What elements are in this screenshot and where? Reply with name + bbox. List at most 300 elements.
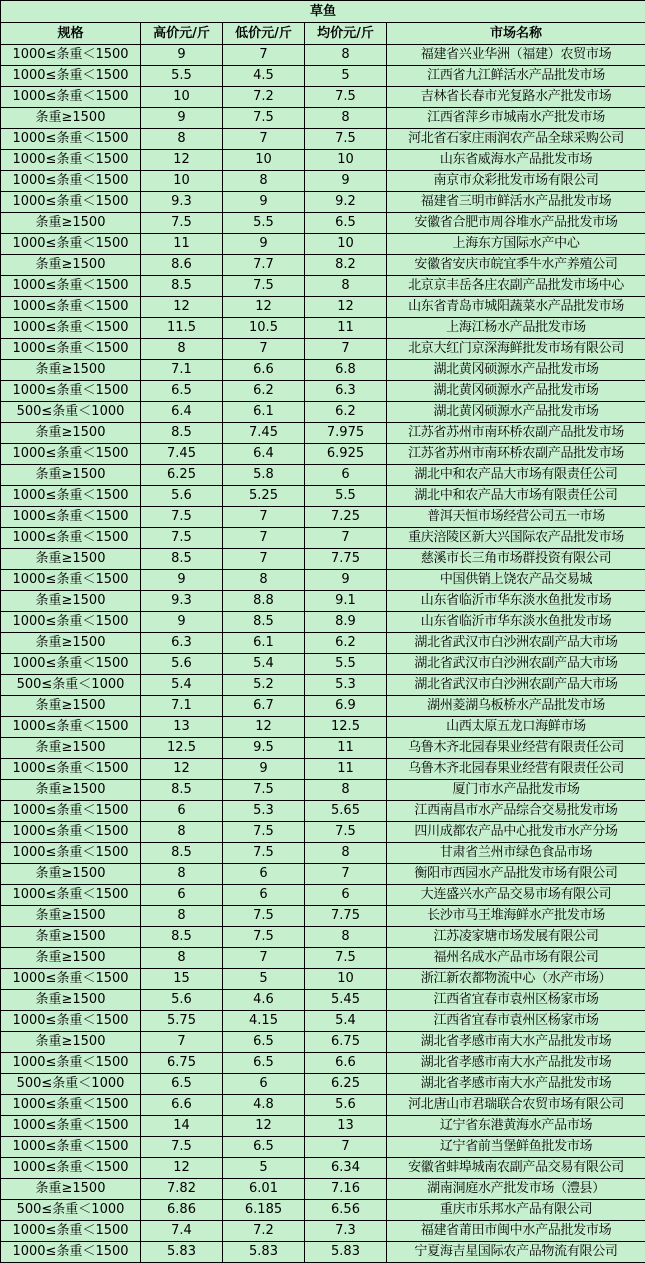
market-cell: 长沙市马王堆海鲜水产批发市场	[387, 906, 645, 927]
avg-price-cell: 6.56	[305, 1200, 387, 1221]
avg-price-cell: 5.4	[305, 1011, 387, 1032]
spec-cell: 1000≤条重＜1500	[1, 1221, 141, 1242]
low-price-cell: 7.7	[223, 255, 305, 276]
market-cell: 慈溪市长三角市场群投资有限公司	[387, 549, 645, 570]
market-cell: 福州名成水产品市场有限公司	[387, 948, 645, 969]
market-cell: 乌鲁木齐北园春果业经营有限责任公司	[387, 738, 645, 759]
market-cell: 江西南昌市水产品综合交易批发市场	[387, 801, 645, 822]
high-price-cell: 5.6	[141, 654, 223, 675]
high-price-cell: 5.5	[141, 66, 223, 87]
table-row	[1, 402, 645, 423]
spec-cell: 1000≤条重＜1500	[1, 318, 141, 339]
table-row	[1, 486, 645, 507]
spec-cell: 条重≥1500	[1, 549, 141, 570]
spec-cell: 条重≥1500	[1, 864, 141, 885]
spec-cell: 1000≤条重＜1500	[1, 276, 141, 297]
table-row	[1, 1116, 645, 1137]
avg-price-cell: 7.75	[305, 549, 387, 570]
high-price-cell: 7.5	[141, 1137, 223, 1158]
high-price-cell: 5.6	[141, 486, 223, 507]
table-row	[1, 318, 645, 339]
spec-cell: 1000≤条重＜1500	[1, 1242, 141, 1263]
avg-price-cell: 7	[305, 339, 387, 360]
market-cell: 辽宁省东港黄海水产品市场	[387, 1116, 645, 1137]
low-price-cell: 7	[223, 339, 305, 360]
high-price-cell: 6	[141, 801, 223, 822]
market-cell: 山西太原五龙口海鲜市场	[387, 717, 645, 738]
high-price-cell: 8.5	[141, 423, 223, 444]
spec-cell: 1000≤条重＜1500	[1, 1158, 141, 1179]
table-row	[1, 948, 645, 969]
market-cell: 江苏省苏州市南环桥农副产品批发市场	[387, 444, 645, 465]
avg-price-cell: 11	[305, 738, 387, 759]
high-price-cell: 12	[141, 1158, 223, 1179]
high-price-cell: 8	[141, 339, 223, 360]
spec-cell: 500≤条重＜1000	[1, 1074, 141, 1095]
low-price-cell: 6.4	[223, 444, 305, 465]
market-cell: 普洱天恒市场经营公司五一市场	[387, 507, 645, 528]
high-price-cell: 8	[141, 864, 223, 885]
market-cell: 上海东方国际水产中心	[387, 234, 645, 255]
market-cell: 山东省临沂市华东淡水鱼批发市场	[387, 612, 645, 633]
high-price-cell: 8	[141, 822, 223, 843]
high-price-cell: 5.4	[141, 675, 223, 696]
spec-cell: 条重≥1500	[1, 906, 141, 927]
table-row	[1, 822, 645, 843]
avg-price-cell: 8	[305, 927, 387, 948]
spec-cell: 条重≥1500	[1, 738, 141, 759]
low-price-cell: 7.5	[223, 780, 305, 801]
table-row	[1, 1095, 645, 1116]
avg-price-cell: 5.6	[305, 1095, 387, 1116]
avg-price-cell: 10	[305, 969, 387, 990]
table-row	[1, 927, 645, 948]
avg-price-cell: 8	[305, 108, 387, 129]
spec-cell: 1000≤条重＜1500	[1, 192, 141, 213]
low-price-cell: 10	[223, 150, 305, 171]
low-price-cell: 7.5	[223, 108, 305, 129]
avg-price-cell: 5.65	[305, 801, 387, 822]
table-row	[1, 990, 645, 1011]
spec-cell: 1000≤条重＜1500	[1, 1137, 141, 1158]
low-price-cell: 9	[223, 759, 305, 780]
avg-price-cell: 5.5	[305, 654, 387, 675]
market-cell: 福建省莆田市闽中水产品批发市场	[387, 1221, 645, 1242]
table-row	[1, 1200, 645, 1221]
spec-cell: 1000≤条重＜1500	[1, 717, 141, 738]
spec-cell: 1000≤条重＜1500	[1, 885, 141, 906]
table-row	[1, 192, 645, 213]
market-cell: 福建省兴业华洲（福建）农贸市场	[387, 45, 645, 66]
table-row	[1, 612, 645, 633]
market-cell: 江苏省苏州市南环桥农副产品批发市场	[387, 423, 645, 444]
table-row	[1, 1242, 645, 1263]
market-cell: 湖北黄冈硕源水产品批发市场	[387, 402, 645, 423]
avg-price-cell: 10	[305, 234, 387, 255]
low-price-cell: 10.5	[223, 318, 305, 339]
low-price-cell: 9.5	[223, 738, 305, 759]
spec-cell: 1000≤条重＜1500	[1, 570, 141, 591]
avg-price-cell: 7.5	[305, 129, 387, 150]
high-price-cell: 6.6	[141, 1095, 223, 1116]
spec-cell: 条重≥1500	[1, 423, 141, 444]
high-price-cell: 7.82	[141, 1179, 223, 1200]
low-price-cell: 5.4	[223, 654, 305, 675]
spec-cell: 1000≤条重＜1500	[1, 66, 141, 87]
spec-cell: 1000≤条重＜1500	[1, 1011, 141, 1032]
low-price-cell: 6	[223, 885, 305, 906]
high-price-cell: 5.6	[141, 990, 223, 1011]
table-title: 草鱼	[1, 1, 645, 23]
spec-cell: 1000≤条重＜1500	[1, 381, 141, 402]
spec-cell: 条重≥1500	[1, 633, 141, 654]
market-cell: 宁夏海吉星国际农产品物流有限公司	[387, 1242, 645, 1263]
header-avg-price: 均价元/斤	[305, 23, 387, 45]
high-price-cell: 7.4	[141, 1221, 223, 1242]
spec-cell: 条重≥1500	[1, 360, 141, 381]
avg-price-cell: 8	[305, 780, 387, 801]
market-cell: 安徽省合肥市周谷堆水产品批发市场	[387, 213, 645, 234]
market-cell: 甘肃省兰州市绿色食品市场	[387, 843, 645, 864]
high-price-cell: 8.6	[141, 255, 223, 276]
avg-price-cell: 9.1	[305, 591, 387, 612]
low-price-cell: 6.7	[223, 696, 305, 717]
table-row	[1, 234, 645, 255]
spec-cell: 1000≤条重＜1500	[1, 507, 141, 528]
spec-cell: 1000≤条重＜1500	[1, 1053, 141, 1074]
high-price-cell: 9	[141, 45, 223, 66]
avg-price-cell: 5.45	[305, 990, 387, 1011]
avg-price-cell: 7.5	[305, 822, 387, 843]
table-row	[1, 864, 645, 885]
spec-cell: 1000≤条重＜1500	[1, 1095, 141, 1116]
high-price-cell: 12.5	[141, 738, 223, 759]
spec-cell: 条重≥1500	[1, 990, 141, 1011]
market-cell: 中国供销上饶农产品交易城	[387, 570, 645, 591]
table-row	[1, 339, 645, 360]
low-price-cell: 5	[223, 969, 305, 990]
market-cell: 重庆涪陵区新大兴国际农产品批发市场	[387, 528, 645, 549]
high-price-cell: 12	[141, 150, 223, 171]
high-price-cell: 8.5	[141, 549, 223, 570]
avg-price-cell: 6	[305, 885, 387, 906]
avg-price-cell: 7.75	[305, 906, 387, 927]
high-price-cell: 9	[141, 612, 223, 633]
low-price-cell: 4.6	[223, 990, 305, 1011]
market-cell: 江西省九江鲜活水产品批发市场	[387, 66, 645, 87]
market-cell: 南京市众彩批发市场有限公司	[387, 171, 645, 192]
market-cell: 江苏凌家塘市场发展有限公司	[387, 927, 645, 948]
table-row	[1, 591, 645, 612]
high-price-cell: 6.5	[141, 1074, 223, 1095]
table-row	[1, 1053, 645, 1074]
high-price-cell: 5.75	[141, 1011, 223, 1032]
high-price-cell: 15	[141, 969, 223, 990]
market-cell: 湖北省武汉市白沙洲农副产品大市场	[387, 675, 645, 696]
high-price-cell: 8.5	[141, 927, 223, 948]
high-price-cell: 8	[141, 906, 223, 927]
low-price-cell: 8	[223, 171, 305, 192]
low-price-cell: 6.1	[223, 633, 305, 654]
spec-cell: 条重≥1500	[1, 255, 141, 276]
high-price-cell: 6.4	[141, 402, 223, 423]
low-price-cell: 7	[223, 549, 305, 570]
market-cell: 山东省临沂市华东淡水鱼批发市场	[387, 591, 645, 612]
low-price-cell: 6	[223, 864, 305, 885]
spec-cell: 1000≤条重＜1500	[1, 528, 141, 549]
table-row	[1, 276, 645, 297]
high-price-cell: 7.1	[141, 696, 223, 717]
avg-price-cell: 6.3	[305, 381, 387, 402]
avg-price-cell: 13	[305, 1116, 387, 1137]
high-price-cell: 9	[141, 108, 223, 129]
table-row	[1, 528, 645, 549]
high-price-cell: 9	[141, 570, 223, 591]
spec-cell: 条重≥1500	[1, 108, 141, 129]
high-price-cell: 14	[141, 1116, 223, 1137]
high-price-cell: 8.5	[141, 276, 223, 297]
avg-price-cell: 9	[305, 171, 387, 192]
avg-price-cell: 7.16	[305, 1179, 387, 1200]
low-price-cell: 4.5	[223, 66, 305, 87]
table-body	[1, 45, 645, 1263]
table-row	[1, 654, 645, 675]
market-cell: 湖北黄冈硕源水产品批发市场	[387, 381, 645, 402]
low-price-cell: 8.8	[223, 591, 305, 612]
low-price-cell: 8.5	[223, 612, 305, 633]
low-price-cell: 4.8	[223, 1095, 305, 1116]
market-cell: 山东省威海水产品批发市场	[387, 150, 645, 171]
low-price-cell: 5.3	[223, 801, 305, 822]
market-cell: 江西省宜春市袁州区杨家市场	[387, 990, 645, 1011]
high-price-cell: 5.83	[141, 1242, 223, 1263]
avg-price-cell: 12.5	[305, 717, 387, 738]
table-row	[1, 1011, 645, 1032]
table-row	[1, 129, 645, 150]
table-row	[1, 1074, 645, 1095]
low-price-cell: 7.5	[223, 843, 305, 864]
low-price-cell: 8	[223, 570, 305, 591]
spec-cell: 1000≤条重＜1500	[1, 129, 141, 150]
market-cell: 河北省石家庄雨润农产品全球采购公司	[387, 129, 645, 150]
market-cell: 湖北省孝感市南大水产品批发市场	[387, 1053, 645, 1074]
high-price-cell: 8	[141, 129, 223, 150]
spec-cell: 条重≥1500	[1, 1032, 141, 1053]
market-cell: 河北唐山市君瑞联合农贸市场有限公司	[387, 1095, 645, 1116]
low-price-cell: 12	[223, 717, 305, 738]
low-price-cell: 5.83	[223, 1242, 305, 1263]
table-row	[1, 465, 645, 486]
spec-cell: 500≤条重＜1000	[1, 402, 141, 423]
high-price-cell: 12	[141, 759, 223, 780]
high-price-cell: 7.5	[141, 507, 223, 528]
table-row	[1, 1137, 645, 1158]
low-price-cell: 5	[223, 1158, 305, 1179]
high-price-cell: 11	[141, 234, 223, 255]
low-price-cell: 5.2	[223, 675, 305, 696]
avg-price-cell: 8.9	[305, 612, 387, 633]
low-price-cell: 7	[223, 948, 305, 969]
avg-price-cell: 6.75	[305, 1032, 387, 1053]
high-price-cell: 6.75	[141, 1053, 223, 1074]
table-row	[1, 444, 645, 465]
high-price-cell: 6.3	[141, 633, 223, 654]
market-cell: 湖北省孝感市南大水产品批发市场	[387, 1032, 645, 1053]
low-price-cell: 12	[223, 1116, 305, 1137]
spec-cell: 1000≤条重＜1500	[1, 234, 141, 255]
market-cell: 安徽省安庆市皖宜季牛水产养殖公司	[387, 255, 645, 276]
low-price-cell: 6.6	[223, 360, 305, 381]
spec-cell: 1000≤条重＜1500	[1, 822, 141, 843]
high-price-cell: 12	[141, 297, 223, 318]
spec-cell: 条重≥1500	[1, 1179, 141, 1200]
low-price-cell: 6.5	[223, 1032, 305, 1053]
spec-cell: 1000≤条重＜1500	[1, 969, 141, 990]
spec-cell: 条重≥1500	[1, 927, 141, 948]
low-price-cell: 12	[223, 297, 305, 318]
header-spec: 规格	[1, 23, 141, 45]
spec-cell: 条重≥1500	[1, 780, 141, 801]
market-cell: 乌鲁木齐北园春果业经营有限责任公司	[387, 759, 645, 780]
high-price-cell: 10	[141, 171, 223, 192]
low-price-cell: 5.25	[223, 486, 305, 507]
low-price-cell: 7.2	[223, 1221, 305, 1242]
table-row	[1, 171, 645, 192]
avg-price-cell: 5.3	[305, 675, 387, 696]
high-price-cell: 8.5	[141, 843, 223, 864]
high-price-cell: 6	[141, 885, 223, 906]
low-price-cell: 6	[223, 1074, 305, 1095]
low-price-cell: 7.5	[223, 906, 305, 927]
low-price-cell: 7.5	[223, 276, 305, 297]
low-price-cell: 5.8	[223, 465, 305, 486]
header-market: 市场名称	[387, 23, 645, 45]
high-price-cell: 11.5	[141, 318, 223, 339]
spec-cell: 条重≥1500	[1, 213, 141, 234]
avg-price-cell: 6	[305, 465, 387, 486]
table-row	[1, 801, 645, 822]
market-cell: 浙江新农都物流中心（水产市场）	[387, 969, 645, 990]
avg-price-cell: 6.2	[305, 633, 387, 654]
spec-cell: 条重≥1500	[1, 591, 141, 612]
low-price-cell: 7	[223, 45, 305, 66]
spec-cell: 1000≤条重＜1500	[1, 612, 141, 633]
high-price-cell: 7.5	[141, 213, 223, 234]
market-cell: 湖北中和农产品大市场有限责任公司	[387, 465, 645, 486]
avg-price-cell: 6.8	[305, 360, 387, 381]
low-price-cell: 6.01	[223, 1179, 305, 1200]
table-row	[1, 1032, 645, 1053]
high-price-cell: 7.5	[141, 528, 223, 549]
avg-price-cell: 7.25	[305, 507, 387, 528]
market-cell: 福建省三明市鲜活水产品批发市场	[387, 192, 645, 213]
table-row	[1, 675, 645, 696]
low-price-cell: 4.15	[223, 1011, 305, 1032]
low-price-cell: 6.5	[223, 1137, 305, 1158]
table-row	[1, 843, 645, 864]
avg-price-cell: 5	[305, 66, 387, 87]
spec-cell: 1000≤条重＜1500	[1, 444, 141, 465]
avg-price-cell: 6.5	[305, 213, 387, 234]
low-price-cell: 6.185	[223, 1200, 305, 1221]
high-price-cell: 8	[141, 948, 223, 969]
low-price-cell: 7.2	[223, 87, 305, 108]
avg-price-cell: 6.34	[305, 1158, 387, 1179]
table-row	[1, 1179, 645, 1200]
table-row	[1, 108, 645, 129]
avg-price-cell: 6.925	[305, 444, 387, 465]
market-cell: 湖北省孝感市南大水产品批发市场	[387, 1074, 645, 1095]
avg-price-cell: 5.5	[305, 486, 387, 507]
low-price-cell: 7.5	[223, 927, 305, 948]
high-price-cell: 6.25	[141, 465, 223, 486]
avg-price-cell: 7	[305, 528, 387, 549]
header-low-price: 低价元/斤	[223, 23, 305, 45]
table-row	[1, 213, 645, 234]
market-cell: 湖北中和农产品大市场有限责任公司	[387, 486, 645, 507]
table-row	[1, 255, 645, 276]
low-price-cell: 5.5	[223, 213, 305, 234]
market-cell: 湖北黄冈硕源水产品批发市场	[387, 360, 645, 381]
table-row	[1, 360, 645, 381]
avg-price-cell: 7	[305, 1137, 387, 1158]
avg-price-cell: 8	[305, 276, 387, 297]
avg-price-cell: 6.6	[305, 1053, 387, 1074]
avg-price-cell: 11	[305, 759, 387, 780]
high-price-cell: 8.5	[141, 780, 223, 801]
market-cell: 江西省宜春市袁州区杨家市场	[387, 1011, 645, 1032]
header-high-price: 高价元/斤	[141, 23, 223, 45]
high-price-cell: 6.86	[141, 1200, 223, 1221]
market-cell: 北京大红门京深海鲜批发市场有限公司	[387, 339, 645, 360]
avg-price-cell: 8	[305, 45, 387, 66]
avg-price-cell: 7.3	[305, 1221, 387, 1242]
high-price-cell: 7	[141, 1032, 223, 1053]
market-cell: 衡阳市西园水产品批发市场有限公司	[387, 864, 645, 885]
high-price-cell: 7.45	[141, 444, 223, 465]
table-row	[1, 150, 645, 171]
avg-price-cell: 5.83	[305, 1242, 387, 1263]
market-cell: 上海江杨水产品批发市场	[387, 318, 645, 339]
spec-cell: 1000≤条重＜1500	[1, 171, 141, 192]
spec-cell: 1000≤条重＜1500	[1, 486, 141, 507]
spec-cell: 1000≤条重＜1500	[1, 1116, 141, 1137]
spec-cell: 1000≤条重＜1500	[1, 801, 141, 822]
high-price-cell: 6.5	[141, 381, 223, 402]
market-cell: 安徽省蚌埠城南农副产品交易有限公司	[387, 1158, 645, 1179]
spec-cell: 1000≤条重＜1500	[1, 339, 141, 360]
low-price-cell: 7.45	[223, 423, 305, 444]
table-row	[1, 45, 645, 66]
table-row	[1, 885, 645, 906]
spec-cell: 条重≥1500	[1, 948, 141, 969]
table-row	[1, 87, 645, 108]
market-cell: 湖北省武汉市白沙洲农副产品大市场	[387, 633, 645, 654]
market-cell: 湖州菱湖乌板桥水产品批发市场	[387, 696, 645, 717]
high-price-cell: 13	[141, 717, 223, 738]
low-price-cell: 9	[223, 234, 305, 255]
low-price-cell: 6.5	[223, 1053, 305, 1074]
low-price-cell: 7	[223, 129, 305, 150]
avg-price-cell: 7.5	[305, 948, 387, 969]
table-row	[1, 759, 645, 780]
market-cell: 厦门市水产品批发市场	[387, 780, 645, 801]
low-price-cell: 7	[223, 528, 305, 549]
avg-price-cell: 6.9	[305, 696, 387, 717]
spec-cell: 1000≤条重＜1500	[1, 45, 141, 66]
table-row	[1, 780, 645, 801]
table-row	[1, 969, 645, 990]
